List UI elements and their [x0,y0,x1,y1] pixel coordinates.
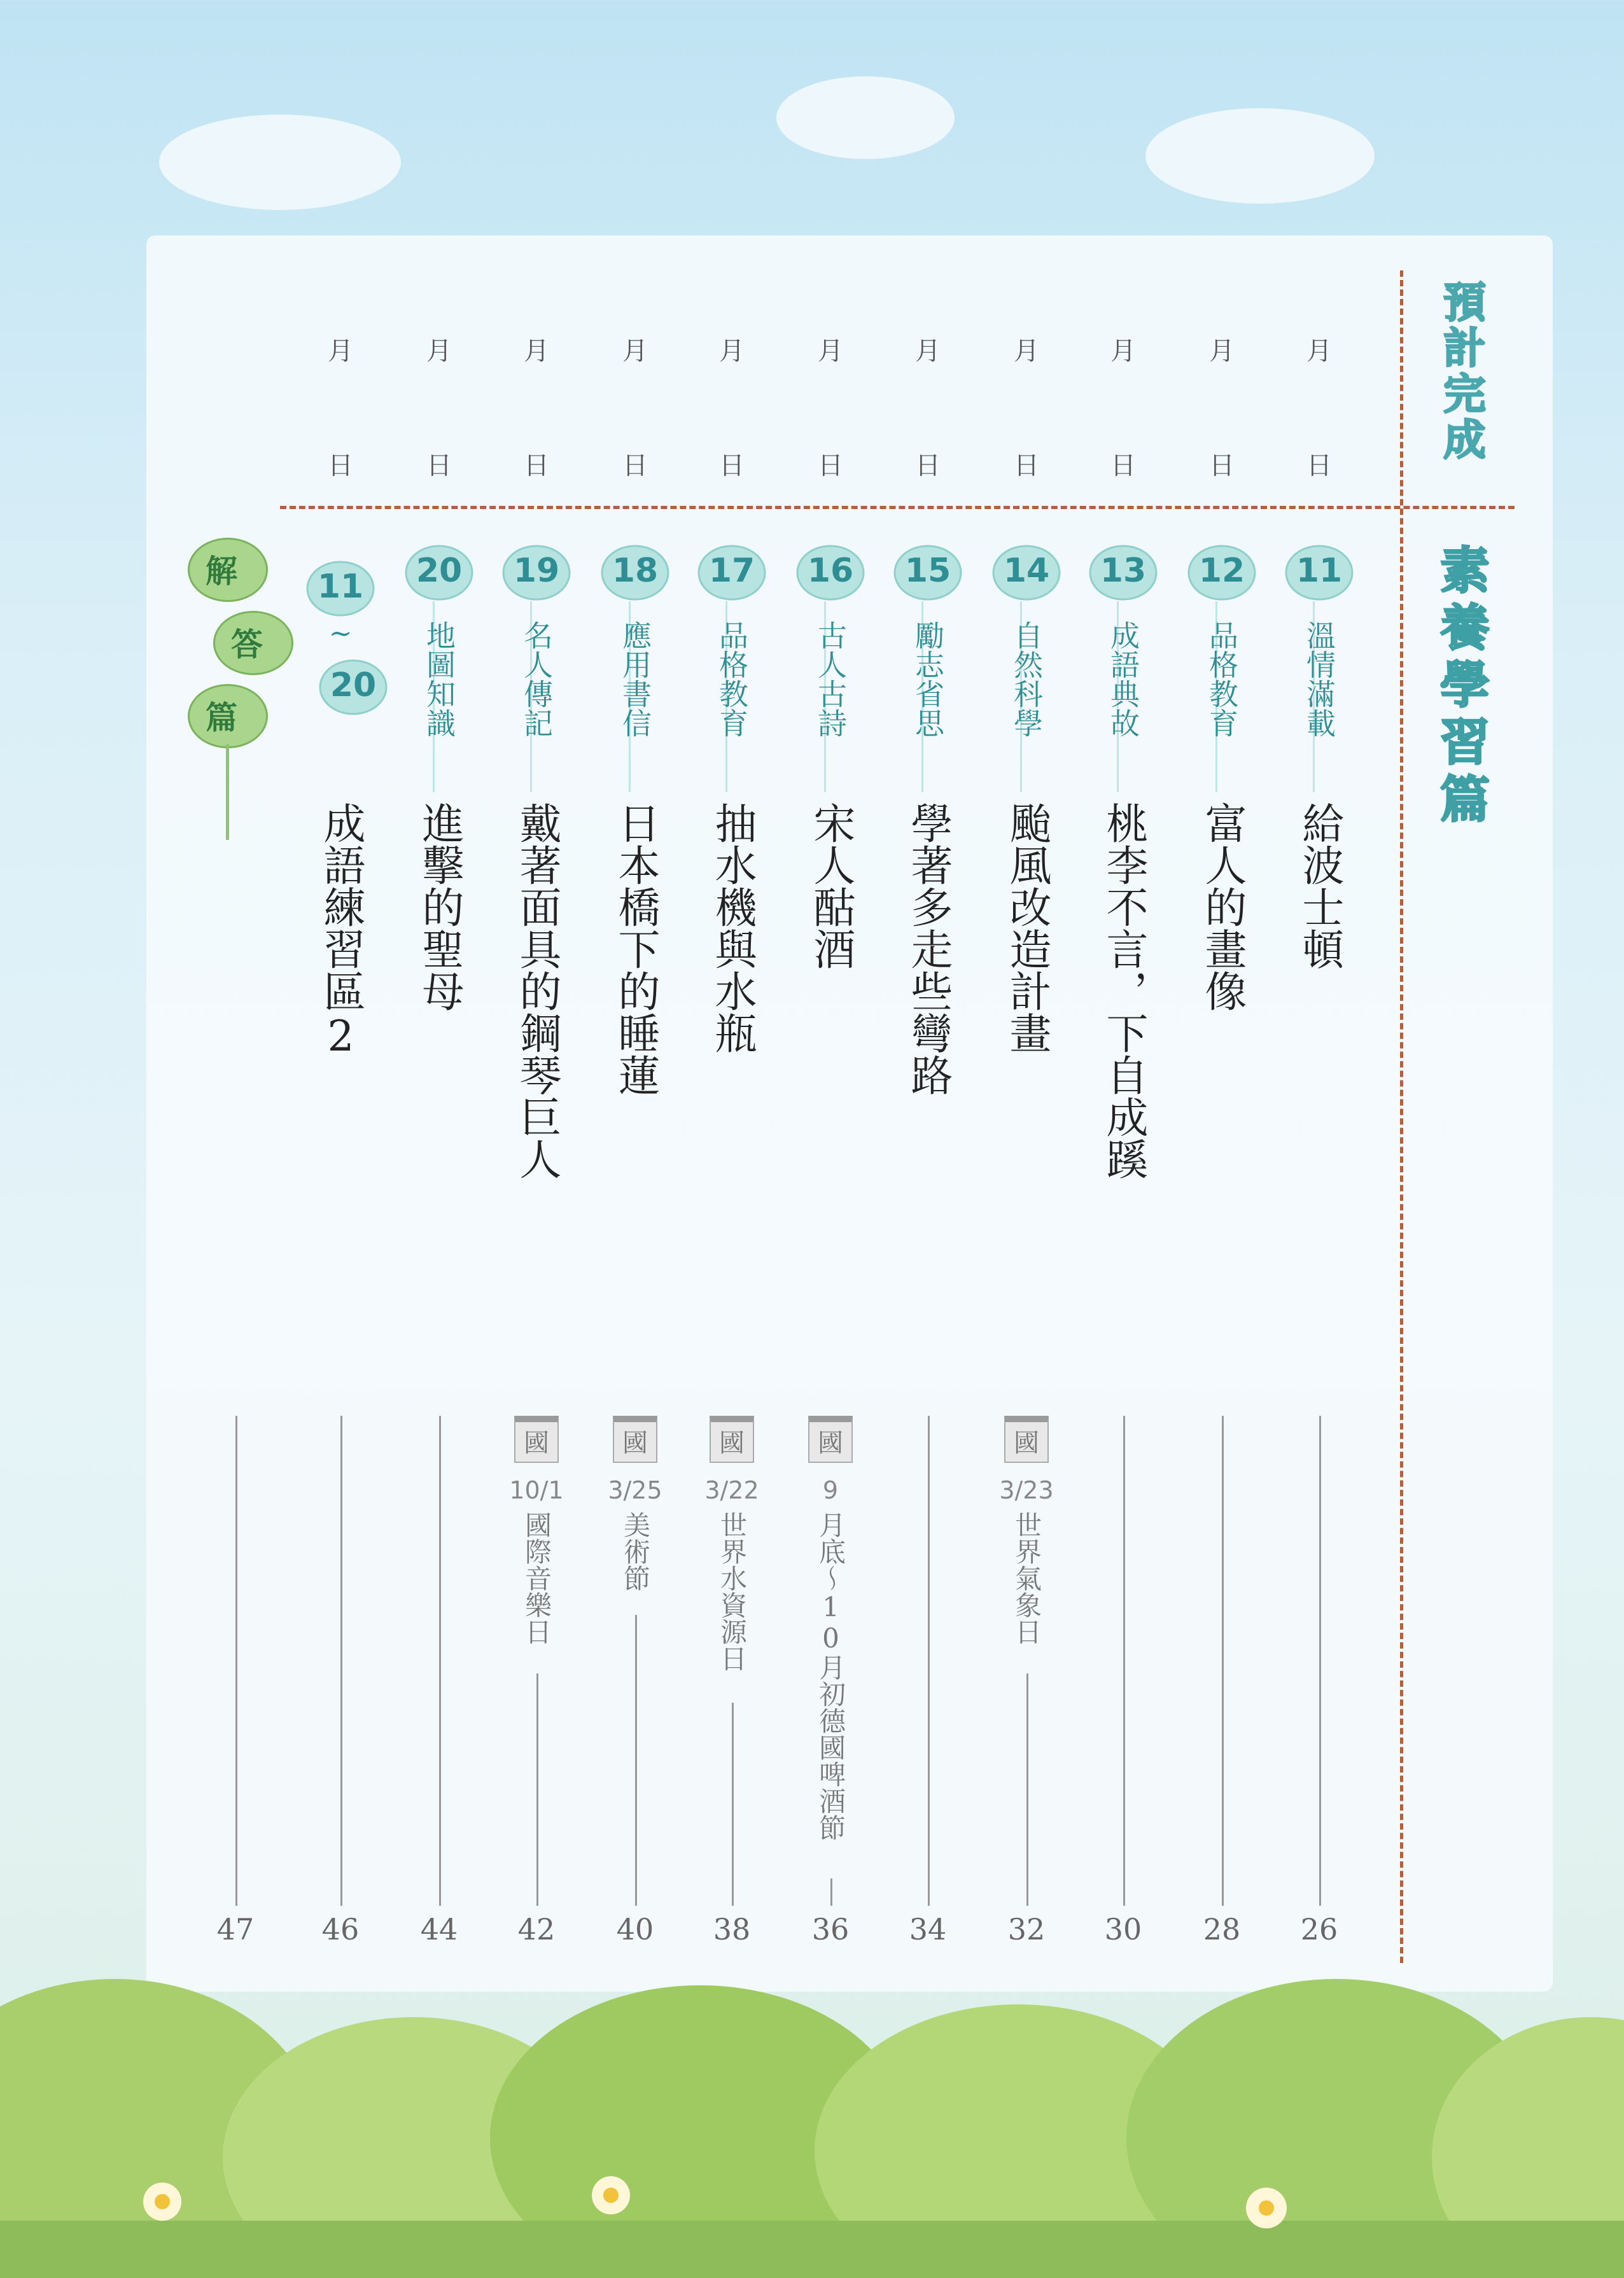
page-leader-line [1123,1416,1125,1906]
day-label: 日 [524,451,549,480]
festival-name-text: 世界氣象日 [1011,1511,1042,1645]
month-label: 月 [818,337,843,366]
lesson-title-text: 富人的畫像 [1198,802,1247,1012]
lesson-number-leaf [1187,544,1257,601]
lesson-column [985,0,1068,2277]
lesson-title[interactable] [1082,802,1165,1180]
answer-column [299,0,382,2277]
festival-name [789,1511,872,1841]
lesson-number: 19 [513,552,560,590]
answer-page-number: 47 [216,1912,255,1946]
lesson-category [1082,620,1165,737]
page-number: 34 [909,1912,947,1946]
lesson-title[interactable] [594,802,676,1096]
festival-date: 3/23 [999,1476,1054,1504]
festival-name-text: 世界水資源日 [717,1511,748,1672]
lesson-category [985,620,1068,737]
lesson-category-text: 勵志省思 [911,620,945,737]
lesson-category-text: 品格教育 [715,620,749,737]
month-label: 月 [1110,337,1136,366]
day-label: 日 [719,451,745,480]
lesson-column [886,0,969,2277]
lesson-number: 18 [612,552,659,590]
lesson-number-leaf [893,544,963,601]
answer-title [299,802,382,1061]
page-leader-line [1026,1674,1028,1906]
lesson-number-leaf [1088,544,1158,601]
page-number: 26 [1300,1912,1338,1946]
range-from: 11 [317,568,364,606]
lesson-number-leaf [600,544,670,601]
lesson-category [1278,620,1361,737]
lesson-category-text: 名人傳記 [519,620,554,737]
lesson-title[interactable] [789,802,872,970]
day-label: 日 [1110,451,1136,480]
lesson-category-text: 自然科學 [1009,620,1044,737]
lesson-number-leaf [697,544,767,601]
lesson-category-text: 成語典故 [1106,620,1140,737]
lesson-category [1180,620,1263,737]
page-number: 40 [616,1912,654,1946]
guo-badge-icon: 國 [808,1416,853,1463]
answer-label-char: 篇 [206,699,237,736]
lesson-title-text: 颱風改造計畫 [1002,802,1051,1054]
festival-name [985,1511,1068,1645]
lesson-title[interactable] [690,802,773,1054]
lesson-number-leaf [404,544,474,601]
festival-name-text: 月底～10月初德國啤酒節 [815,1511,846,1841]
section-title: 素養學習篇 [1432,544,1489,830]
vertical-dashed-divider [1400,270,1403,1963]
day-label: 日 [1306,451,1332,480]
answer-label-char: 解 [206,553,237,590]
lesson-category [690,620,773,737]
lesson-title-text: 進擊的聖母 [415,802,464,1012]
festival-date: 9 [822,1476,839,1504]
lesson-title-text: 給波士頓 [1295,802,1344,970]
page-leader-line [340,1416,342,1906]
lesson-number: 13 [1100,552,1147,590]
page-leader-line [928,1416,930,1906]
month-label: 月 [915,337,941,366]
festival-name [495,1511,578,1645]
lesson-title-text: 抽水機與水瓶 [708,802,757,1054]
festival-name [690,1511,773,1672]
lesson-title[interactable] [495,802,578,1180]
range-leaf [305,560,375,617]
lesson-title-text: 日本橋下的睡蓮 [611,802,660,1096]
answer-stem [226,744,229,840]
day-label: 日 [1209,451,1235,480]
plan-header: 預計完成 [1436,280,1485,463]
lesson-title-text: 戴著面具的鋼琴巨人 [512,802,561,1180]
month-label: 月 [328,337,353,366]
lesson-category [495,620,578,737]
guo-badge-icon: 國 [514,1416,559,1463]
page-leader-line [635,1615,637,1906]
month-label: 月 [1014,337,1039,366]
page-number: 32 [1007,1912,1046,1946]
lesson-column [495,0,578,2277]
lesson-title[interactable] [1180,802,1263,1012]
lesson-title-text: 宋人酤酒 [806,802,855,970]
day-label: 日 [622,451,648,480]
page-leader-line [536,1674,538,1906]
lesson-category-text: 古人古詩 [813,620,848,737]
month-label: 月 [1306,337,1332,366]
lesson-number: 17 [708,552,755,590]
lesson-category [789,620,872,737]
page-leader-line [235,1416,237,1906]
answer-label-char: 答 [231,626,263,663]
lesson-column [594,0,676,2277]
festival-name-text: 美術節 [620,1511,651,1591]
guo-badge-icon: 國 [1004,1416,1049,1463]
range-leaf [318,659,388,716]
lesson-number-leaf [991,544,1061,601]
page-number: 36 [811,1912,850,1946]
page-leader-line [1319,1416,1321,1906]
lesson-category-text: 品格教育 [1205,620,1239,737]
lesson-category [886,620,969,737]
lesson-category [398,620,480,737]
day-label: 日 [818,451,843,480]
festival-date: 10/1 [509,1476,564,1504]
page-number: 44 [420,1912,458,1946]
month-label: 月 [426,337,452,366]
lesson-number: 14 [1003,552,1050,590]
month-label: 月 [719,337,745,366]
day-label: 日 [1014,451,1039,480]
page-number: 42 [517,1912,556,1946]
lesson-column [1278,0,1361,2277]
lesson-title[interactable] [398,802,480,1012]
page-number: 38 [713,1912,751,1946]
lesson-number-leaf [1284,544,1354,601]
lesson-title-text: 桃李不言，下自成蹊 [1099,802,1148,1180]
lesson-column [789,0,872,2277]
answer-page-number: 46 [321,1912,360,1946]
lesson-column [690,0,773,2277]
guo-badge-icon: 國 [613,1416,657,1463]
festival-name-text: 國際音樂日 [521,1511,552,1645]
month-label: 月 [1209,337,1235,366]
day-label: 日 [426,451,452,480]
festival-date: 3/22 [704,1476,759,1504]
lesson-number: 15 [904,552,951,590]
guo-badge-icon: 國 [710,1416,754,1463]
lesson-category-text: 地圖知識 [422,620,456,737]
day-label: 日 [328,451,353,480]
lesson-category [594,620,676,737]
lesson-title[interactable] [985,802,1068,1054]
month-label: 月 [622,337,648,366]
festival-name [594,1511,676,1591]
range-to: 20 [330,666,377,704]
page-leader-line [830,1878,832,1906]
month-label: 月 [524,337,549,366]
lesson-column [1180,0,1263,2277]
answer-title-text: 成語練習區2 [316,802,365,1061]
range-separator: ~ [328,617,353,650]
lesson-column [398,0,480,2277]
lesson-title[interactable] [1278,802,1361,970]
lesson-number: 16 [807,552,854,590]
page-leader-line [439,1416,441,1906]
page-number: 28 [1203,1912,1241,1946]
lesson-title[interactable] [886,802,969,1096]
lesson-number: 11 [1296,552,1343,590]
page-leader-line [732,1703,734,1906]
page-leader-line [1222,1416,1224,1906]
page-number: 30 [1104,1912,1142,1946]
festival-date: 3/25 [608,1476,662,1504]
lesson-category-text: 應用書信 [618,620,652,737]
lesson-number: 20 [416,552,463,590]
lesson-number: 12 [1198,552,1245,590]
lesson-column [1082,0,1165,2277]
lesson-category-text: 溫情滿載 [1302,620,1336,737]
lesson-number-leaf [501,544,571,601]
day-label: 日 [915,451,941,480]
lesson-title-text: 學著多走些彎路 [904,802,953,1096]
ground-scenery [0,1947,1624,2278]
lesson-number-leaf [795,544,865,601]
